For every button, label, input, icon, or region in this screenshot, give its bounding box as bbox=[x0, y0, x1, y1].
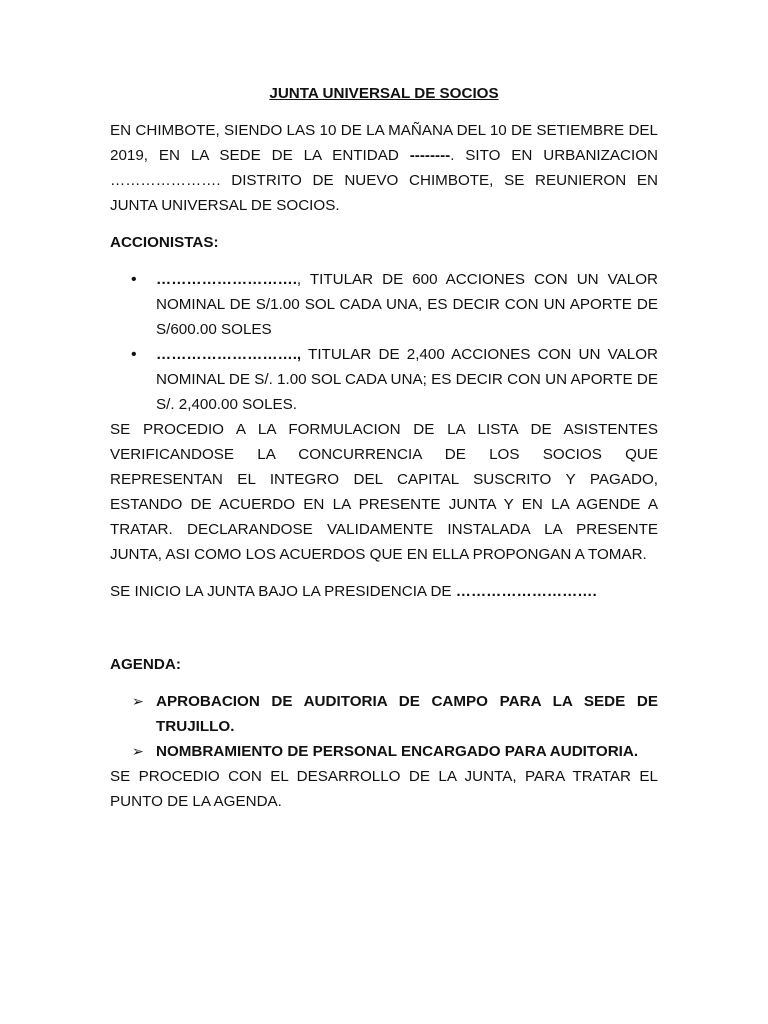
arrow-bullet-icon: ➢ bbox=[132, 743, 144, 759]
agenda-item bbox=[110, 739, 658, 764]
entity-name-blank: -------- bbox=[409, 147, 451, 164]
bullet-icon: • bbox=[131, 346, 137, 363]
shareholder-text: , TITULAR DE 600 ACCIONES CON UN VALOR NOMINAL DE S/1.00 SOL CADA UNA, ES DECIR CON UN APORTE DE S/600.00 SOLES bbox=[156, 271, 658, 338]
intro-text-part2: . SITO EN URBANIZACION …………………. DISTRITO DE NUEVO CHIMBOTE, SE REUNIERON EN JUNTA UNIVERSAL DE SOCIOS. bbox=[110, 147, 659, 214]
agenda-list bbox=[110, 689, 658, 764]
agenda-item-text: NOMBRAMIENTO DE PERSONAL ENCARGADO PARA AUDITORIA. bbox=[156, 743, 639, 760]
shareholder-text: TITULAR DE 2,400 ACCIONES CON UN VALOR NOMINAL DE S/. 1.00 SOL CADA UNA; ES DECIR CON UN APORTE DE S/. 2,400.00 SOLES. bbox=[156, 346, 658, 413]
attendance-paragraph: SE PROCEDIO A LA FORMULACION DE LA LISTA DE ASISTENTES VERIFICANDOSE LA CONCURRENCIA DE LOS SOCIOS QUE REPRESENTAN EL INTEGRO DEL CAPITAL SUSCRITO Y PAGADO, ESTANDO DE ACUERDO EN LA PRESENTE JUNTA Y EN LA AGENDE A TRATAR. DECLARANDOSE VALIDAMENTE INSTALADA LA PRESENTE JUNTA, ASI COMO LOS ACUERDOS QUE EN ELLA PROPONGAN A TOMAR. bbox=[110, 421, 658, 563]
agenda-item bbox=[110, 689, 658, 739]
intro-paragraph bbox=[110, 118, 658, 218]
shareholder-name-blank: ………………………., bbox=[156, 346, 302, 363]
shareholder-item bbox=[110, 267, 658, 342]
president-name-blank: ………………………. bbox=[455, 583, 597, 600]
shareholder-name-blank: ………………………. bbox=[156, 271, 297, 288]
document-title: JUNTA UNIVERSAL DE SOCIOS bbox=[269, 85, 499, 102]
presidency-paragraph bbox=[110, 579, 658, 604]
presidency-text: SE INICIO LA JUNTA BAJO LA PRESIDENCIA DE bbox=[110, 583, 456, 600]
bullet-icon: • bbox=[131, 271, 137, 288]
arrow-bullet-icon: ➢ bbox=[132, 693, 144, 709]
document-page bbox=[110, 81, 658, 814]
shareholders-heading: ACCIONISTAS: bbox=[110, 234, 219, 251]
agenda-item-text: APROBACION DE AUDITORIA DE CAMPO PARA LA SEDE DE TRUJILLO. bbox=[156, 693, 658, 735]
agenda-heading: AGENDA: bbox=[110, 656, 181, 673]
shareholder-item bbox=[110, 342, 658, 417]
intro-text-part1: EN CHIMBOTE, SIENDO LAS 10 DE LA MAÑANA DEL 10 DE SETIEMBRE DEL 2019, EN LA SEDE DE LA ENTIDAD bbox=[110, 122, 658, 164]
shareholders-list bbox=[110, 267, 658, 417]
closing-paragraph: SE PROCEDIO CON EL DESARROLLO DE LA JUNTA, PARA TRATAR EL PUNTO DE LA AGENDA. bbox=[110, 768, 658, 810]
